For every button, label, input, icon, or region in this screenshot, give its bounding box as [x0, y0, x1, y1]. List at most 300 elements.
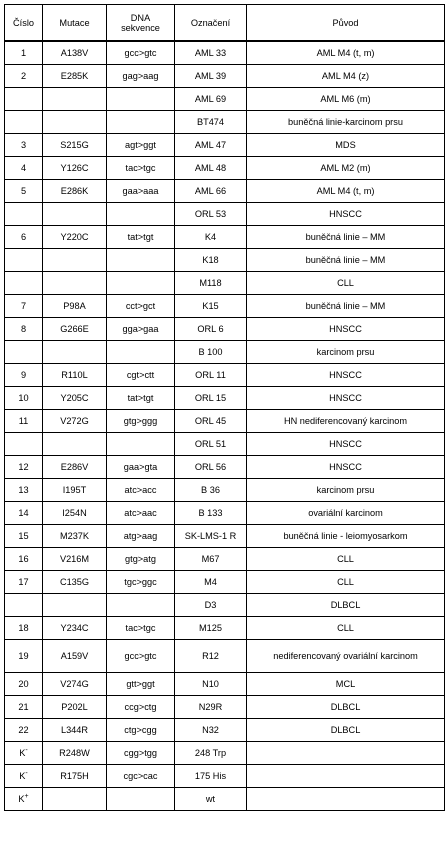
cell-dna	[107, 594, 175, 617]
dna-value: cgc>cac	[123, 771, 158, 781]
oznaceni-value: AML 66	[194, 186, 227, 196]
cell-puvod	[247, 433, 445, 456]
oznaceni-value: N29R	[198, 702, 223, 712]
header-cislo: Číslo	[5, 5, 43, 42]
mutace-value: Y205C	[60, 393, 89, 403]
cislo-value: 16	[18, 554, 29, 564]
dna-value: agt>ggt	[125, 140, 156, 150]
puvod-value: HNSCC	[329, 439, 362, 449]
oznaceni-value: K15	[202, 301, 219, 311]
cell-oznaceni	[175, 41, 247, 65]
oznaceni-value: N32	[202, 725, 219, 735]
cell-mutace	[43, 272, 107, 295]
cell-oznaceni	[175, 364, 247, 387]
cell-puvod	[247, 180, 445, 203]
table-row	[5, 226, 445, 249]
cell-cislo	[5, 571, 43, 594]
oznaceni-value: SK-LMS-1 R	[184, 531, 237, 541]
cell-oznaceni	[175, 525, 247, 548]
table-row	[5, 765, 445, 788]
cell-puvod	[247, 525, 445, 548]
cell-puvod	[247, 157, 445, 180]
oznaceni-value: BT474	[196, 117, 225, 127]
mutace-value: V274G	[60, 679, 89, 689]
dna-value: gag>aag	[122, 71, 159, 81]
cell-dna	[107, 341, 175, 364]
mutace-value: A159V	[60, 651, 89, 661]
cell-dna	[107, 180, 175, 203]
dna-value: atg>aag	[123, 531, 158, 541]
cislo-superscript: +	[24, 792, 29, 800]
puvod-value: CLL	[337, 278, 354, 288]
table-row	[5, 696, 445, 719]
dna-value: cgg>tgg	[124, 748, 157, 758]
cell-cislo	[5, 272, 43, 295]
cell-cislo	[5, 502, 43, 525]
cell-puvod	[247, 387, 445, 410]
mutace-value: V272G	[60, 416, 89, 426]
oznaceni-value: AML 39	[194, 71, 227, 81]
cell-cislo	[5, 456, 43, 479]
puvod-value: AML M4 (t, m)	[316, 186, 375, 196]
cell-oznaceni	[175, 617, 247, 640]
cell-dna	[107, 41, 175, 65]
cell-oznaceni	[175, 765, 247, 788]
cell-puvod	[247, 295, 445, 318]
dna-value: gtt>ggt	[126, 679, 155, 689]
cislo-value: 13	[18, 485, 29, 495]
table-row	[5, 318, 445, 341]
cell-cislo	[5, 157, 43, 180]
cell-mutace	[43, 640, 107, 673]
cell-cislo	[5, 548, 43, 571]
cell-dna	[107, 203, 175, 226]
cell-puvod	[247, 673, 445, 696]
puvod-value: buněčná linie - leiomyosarkom	[283, 531, 408, 541]
cell-puvod	[247, 226, 445, 249]
cell-oznaceni	[175, 640, 247, 673]
cell-cislo	[5, 525, 43, 548]
cell-oznaceni	[175, 111, 247, 134]
cell-dna	[107, 111, 175, 134]
dna-value: cgt>ctt	[126, 370, 155, 380]
table-row	[5, 134, 445, 157]
table-row	[5, 594, 445, 617]
cislo-value: 14	[18, 508, 29, 518]
cell-oznaceni	[175, 318, 247, 341]
dna-value: gaa>gta	[123, 462, 158, 472]
cell-mutace	[43, 594, 107, 617]
dna-value: ctg>cgg	[124, 725, 157, 735]
cell-mutace	[43, 88, 107, 111]
puvod-value: HNSCC	[329, 393, 362, 403]
cell-puvod	[247, 410, 445, 433]
cell-mutace	[43, 788, 107, 811]
cell-puvod	[247, 502, 445, 525]
mutation-table	[4, 4, 445, 811]
cell-puvod	[247, 571, 445, 594]
cell-mutace	[43, 502, 107, 525]
cell-mutace	[43, 742, 107, 765]
puvod-value: DLBCL	[330, 725, 361, 735]
cell-cislo	[5, 765, 43, 788]
oznaceni-value: 248 Trp	[194, 748, 227, 758]
table-header	[5, 5, 445, 42]
dna-value: tac>tgc	[125, 623, 156, 633]
cell-cislo	[5, 203, 43, 226]
cell-cislo	[5, 226, 43, 249]
cell-mutace	[43, 203, 107, 226]
cell-puvod	[247, 788, 445, 811]
cell-oznaceni	[175, 502, 247, 525]
cell-oznaceni	[175, 134, 247, 157]
mutace-value: M237K	[59, 531, 90, 541]
mutace-value: E285K	[60, 71, 89, 81]
cislo-value: 6	[20, 232, 27, 242]
cell-puvod	[247, 719, 445, 742]
cell-puvod	[247, 696, 445, 719]
table-row	[5, 640, 445, 673]
cislo-value: 8	[20, 324, 27, 334]
cell-oznaceni	[175, 594, 247, 617]
dna-value: gcc>gtc	[124, 651, 157, 661]
cell-cislo	[5, 341, 43, 364]
header-oznaceni: Označení	[175, 5, 247, 42]
cislo-value: 15	[18, 531, 29, 541]
mutace-value: R175H	[60, 771, 89, 781]
table-row	[5, 249, 445, 272]
oznaceni-value: K18	[202, 255, 219, 265]
mutace-value: E286V	[60, 462, 89, 472]
cell-dna	[107, 548, 175, 571]
oznaceni-value: ORL 15	[194, 393, 227, 403]
cislo-value: 21	[18, 702, 29, 712]
table-row	[5, 719, 445, 742]
cislo-superscript: -	[25, 769, 28, 777]
cell-oznaceni	[175, 410, 247, 433]
cell-mutace	[43, 765, 107, 788]
mutace-value: Y234C	[60, 623, 89, 633]
cell-dna	[107, 157, 175, 180]
mutace-value: R248W	[59, 748, 90, 758]
table-row	[5, 617, 445, 640]
cell-puvod	[247, 364, 445, 387]
mutace-value: V216M	[59, 554, 90, 564]
cell-mutace	[43, 341, 107, 364]
puvod-value: DLBCL	[330, 600, 361, 610]
cell-dna	[107, 719, 175, 742]
cell-oznaceni	[175, 249, 247, 272]
cislo-value: 10	[18, 393, 29, 403]
header-dna-line1: DNA	[130, 12, 151, 23]
oznaceni-value: AML 69	[194, 94, 227, 104]
cell-dna	[107, 433, 175, 456]
cell-oznaceni	[175, 479, 247, 502]
dna-value: tgc>ggc	[124, 577, 157, 587]
mutace-value: L344R	[60, 725, 89, 735]
table-body	[5, 41, 445, 811]
cell-dna	[107, 571, 175, 594]
puvod-value: karcinom prsu	[316, 485, 375, 495]
cell-mutace	[43, 65, 107, 88]
puvod-value: CLL	[337, 554, 354, 564]
puvod-value: AML M6 (m)	[320, 94, 371, 104]
cell-mutace	[43, 318, 107, 341]
cell-cislo	[5, 696, 43, 719]
cell-dna	[107, 696, 175, 719]
cell-mutace	[43, 617, 107, 640]
puvod-value: AML M2 (m)	[320, 163, 371, 173]
puvod-value: ovariální karcinom	[308, 508, 383, 518]
dna-value: tac>tgc	[125, 163, 156, 173]
cell-cislo	[5, 180, 43, 203]
oznaceni-value: ORL 51	[194, 439, 227, 449]
cislo-value: 2	[20, 71, 27, 81]
cell-puvod	[247, 617, 445, 640]
cell-cislo	[5, 788, 43, 811]
table-row	[5, 571, 445, 594]
cell-dna	[107, 640, 175, 673]
cell-oznaceni	[175, 203, 247, 226]
dna-value: cct>gct	[125, 301, 156, 311]
cell-cislo	[5, 65, 43, 88]
oznaceni-value: N10	[202, 679, 219, 689]
oznaceni-value: ORL 56	[194, 462, 227, 472]
oznaceni-value: K4	[204, 232, 217, 242]
cislo-value: 12	[18, 462, 29, 472]
oznaceni-value: M125	[199, 623, 222, 633]
cell-cislo	[5, 249, 43, 272]
cell-dna	[107, 249, 175, 272]
table-row	[5, 364, 445, 387]
puvod-value: karcinom prsu	[316, 347, 375, 357]
mutace-value: Y220C	[60, 232, 89, 242]
mutace-value: I195T	[62, 485, 87, 495]
puvod-value: CLL	[337, 623, 354, 633]
cell-puvod	[247, 765, 445, 788]
cell-cislo	[5, 318, 43, 341]
cell-cislo	[5, 594, 43, 617]
cell-oznaceni	[175, 719, 247, 742]
cell-cislo	[5, 364, 43, 387]
cislo-value: 20	[18, 679, 29, 689]
puvod-value: CLL	[337, 577, 354, 587]
cell-mutace	[43, 479, 107, 502]
table-row	[5, 788, 445, 811]
dna-value: tat>tgt	[127, 393, 154, 403]
table-row	[5, 65, 445, 88]
cell-puvod	[247, 249, 445, 272]
table-row	[5, 433, 445, 456]
cell-puvod	[247, 111, 445, 134]
cislo-value: K	[18, 794, 25, 804]
cell-mutace	[43, 249, 107, 272]
cell-oznaceni	[175, 180, 247, 203]
header-puvod: Původ	[247, 5, 445, 42]
puvod-value: buněčná linie – MM	[305, 255, 386, 265]
header-dna-sekvence	[107, 5, 175, 42]
mutace-value: E286K	[60, 186, 89, 196]
cell-oznaceni	[175, 433, 247, 456]
cislo-value: 7	[20, 301, 27, 311]
cell-mutace	[43, 456, 107, 479]
oznaceni-value: ORL 45	[194, 416, 227, 426]
dna-value: gaa>aaa	[122, 186, 159, 196]
cell-dna	[107, 318, 175, 341]
dna-value: atc>aac	[124, 508, 157, 518]
table-row	[5, 456, 445, 479]
mutace-value: G266E	[60, 324, 89, 334]
cell-mutace	[43, 433, 107, 456]
oznaceni-value: M4	[204, 577, 217, 587]
cell-cislo	[5, 719, 43, 742]
table-row	[5, 88, 445, 111]
puvod-value: buněčná linie – MM	[305, 301, 386, 311]
header-mutace: Mutace	[43, 5, 107, 42]
cell-cislo	[5, 387, 43, 410]
cell-dna	[107, 364, 175, 387]
table-row	[5, 410, 445, 433]
puvod-value: HNSCC	[329, 324, 362, 334]
cell-cislo	[5, 673, 43, 696]
dna-value: gtg>atg	[125, 554, 156, 564]
oznaceni-value: AML 33	[194, 48, 227, 58]
oznaceni-value: R12	[202, 651, 219, 661]
cell-oznaceni	[175, 456, 247, 479]
cell-puvod	[247, 742, 445, 765]
cell-cislo	[5, 617, 43, 640]
cell-mutace	[43, 180, 107, 203]
dna-value: tat>tgt	[127, 232, 154, 242]
cell-cislo	[5, 134, 43, 157]
cell-oznaceni	[175, 571, 247, 594]
cell-cislo	[5, 410, 43, 433]
cell-puvod	[247, 88, 445, 111]
cell-mutace	[43, 410, 107, 433]
table-row	[5, 742, 445, 765]
cell-mutace	[43, 157, 107, 180]
cell-mutace	[43, 548, 107, 571]
cell-dna	[107, 272, 175, 295]
cislo-value: 17	[18, 577, 29, 587]
cell-mutace	[43, 134, 107, 157]
cell-oznaceni	[175, 387, 247, 410]
cell-dna	[107, 617, 175, 640]
cell-puvod	[247, 134, 445, 157]
cell-cislo	[5, 295, 43, 318]
cell-cislo	[5, 88, 43, 111]
cell-mutace	[43, 525, 107, 548]
puvod-value: nediferencovaný ovariální karcinom	[273, 651, 418, 661]
cislo-value: 5	[20, 186, 27, 196]
cell-puvod	[247, 548, 445, 571]
cell-puvod	[247, 65, 445, 88]
cell-puvod	[247, 456, 445, 479]
cell-mutace	[43, 111, 107, 134]
cell-puvod	[247, 594, 445, 617]
cislo-value: 3	[20, 140, 27, 150]
puvod-value: HNSCC	[329, 209, 362, 219]
cell-puvod	[247, 640, 445, 673]
puvod-value: AML M4 (z)	[321, 71, 370, 81]
table-row	[5, 387, 445, 410]
mutace-value: P98A	[63, 301, 86, 311]
oznaceni-value: M118	[199, 278, 222, 288]
table-row	[5, 295, 445, 318]
cell-dna	[107, 65, 175, 88]
cell-dna	[107, 295, 175, 318]
cell-dna	[107, 673, 175, 696]
cell-cislo	[5, 111, 43, 134]
dna-value: gga>gaa	[122, 324, 159, 334]
cell-dna	[107, 387, 175, 410]
cell-oznaceni	[175, 272, 247, 295]
cell-cislo	[5, 640, 43, 673]
oznaceni-value: ORL 11	[195, 370, 226, 380]
puvod-value: HNSCC	[329, 370, 362, 380]
header-dna-line2: sekvence	[121, 22, 160, 33]
mutace-value: Y126C	[60, 163, 89, 173]
table-row	[5, 272, 445, 295]
table-row	[5, 341, 445, 364]
cell-cislo	[5, 433, 43, 456]
cell-puvod	[247, 318, 445, 341]
cell-oznaceni	[175, 742, 247, 765]
cell-mutace	[43, 696, 107, 719]
cislo-value: 19	[18, 651, 29, 661]
table-row	[5, 41, 445, 65]
table-row	[5, 502, 445, 525]
cislo-superscript: -	[25, 746, 28, 754]
puvod-value: DLBCL	[330, 702, 361, 712]
cell-oznaceni	[175, 788, 247, 811]
mutace-value: S215G	[60, 140, 89, 150]
puvod-value: buněčná linie – MM	[305, 232, 386, 242]
cell-puvod	[247, 479, 445, 502]
cislo-value: 22	[18, 725, 29, 735]
oznaceni-value: AML 47	[194, 140, 227, 150]
mutace-value: A138V	[60, 48, 89, 58]
table-row	[5, 525, 445, 548]
cell-puvod	[247, 41, 445, 65]
cell-oznaceni	[175, 696, 247, 719]
oznaceni-value: ORL 53	[194, 209, 227, 219]
table-row	[5, 111, 445, 134]
cell-mutace	[43, 226, 107, 249]
cislo-value: 9	[20, 370, 27, 380]
cell-mutace	[43, 719, 107, 742]
cell-dna	[107, 502, 175, 525]
cell-dna	[107, 479, 175, 502]
puvod-value: AML M4 (t, m)	[316, 48, 375, 58]
cell-oznaceni	[175, 226, 247, 249]
cell-mutace	[43, 673, 107, 696]
cell-oznaceni	[175, 88, 247, 111]
cell-puvod	[247, 203, 445, 226]
oznaceni-value: D3	[204, 600, 217, 610]
cell-mutace	[43, 364, 107, 387]
dna-value: atc>acc	[124, 485, 157, 495]
cell-puvod	[247, 341, 445, 364]
oznaceni-value: B 100	[198, 347, 223, 357]
puvod-value: HNSCC	[329, 462, 362, 472]
mutace-value: C135G	[59, 577, 90, 587]
cell-cislo	[5, 742, 43, 765]
cell-dna	[107, 410, 175, 433]
table-row	[5, 203, 445, 226]
cell-mutace	[43, 387, 107, 410]
puvod-value: buněčná linie-karcinom prsu	[288, 117, 403, 127]
